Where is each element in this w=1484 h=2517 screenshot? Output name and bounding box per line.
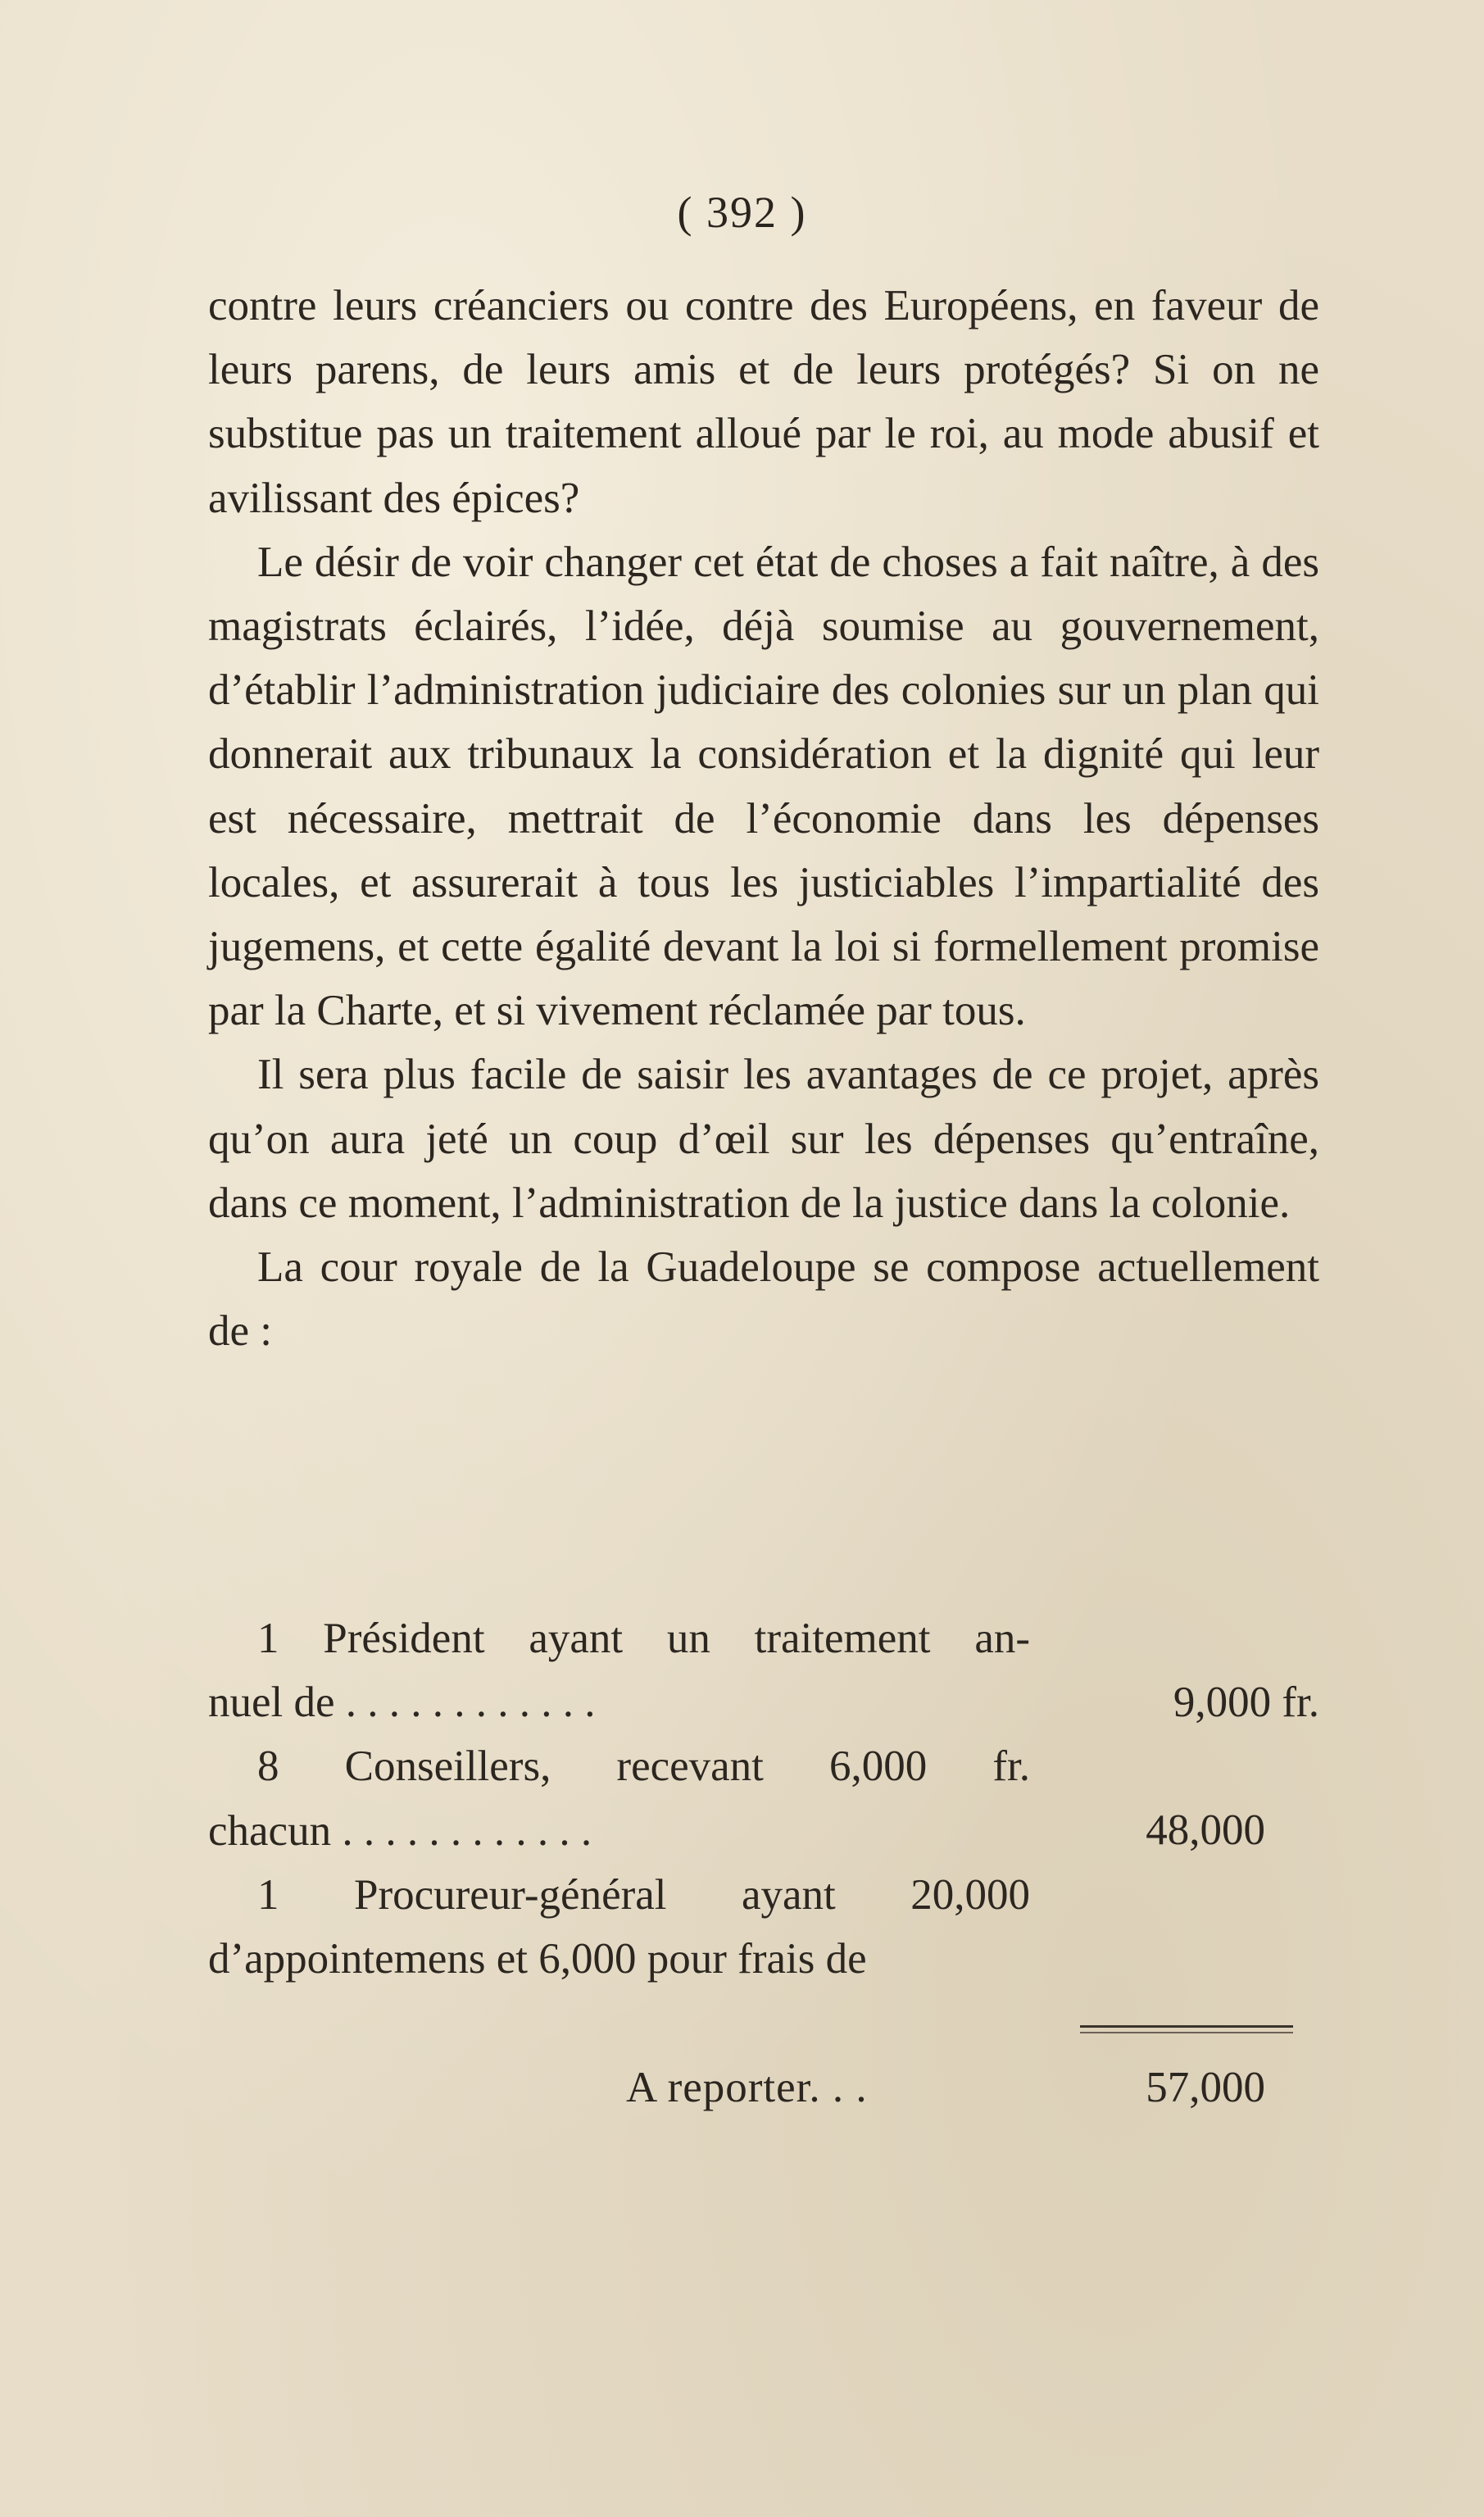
ledger-entry-line: 1 Président ayant un traitement an- bbox=[257, 1615, 1030, 1662]
carry-forward-amount: 57,000 bbox=[1146, 2064, 1265, 2111]
ledger-entry bbox=[208, 1863, 1319, 1991]
ledger-entry-description bbox=[208, 1606, 1030, 1734]
ledger-entry bbox=[208, 1606, 1319, 1734]
body-text bbox=[208, 274, 1319, 1363]
page-number: ( 392 ) bbox=[677, 188, 807, 237]
paragraph: La cour royale de la Guadeloupe se compose actuellement de : bbox=[208, 1243, 1319, 1356]
ledger-entry-line: 1 Procureur-général ayant 20,000 bbox=[257, 1870, 1030, 1919]
paragraph: Il sera plus facile de saisir les avantages de ce projet, après qu’on aura jeté un coup d’œil sur les dépenses qu’entraîne, dans ce moment, l’administration de la justice dans la colonie. bbox=[208, 1051, 1319, 1227]
paragraph: contre leurs créanciers ou contre des Européens, en faveur de leurs parens, de leurs amis et de leurs protégés? Si on ne substitue pas un traitement alloué par le roi, au mode abusif et avilissant des épices? bbox=[208, 282, 1319, 522]
carry-forward-label: A reporter. . . bbox=[626, 2064, 868, 2111]
ledger-entry-amount: 48,000 bbox=[1146, 1806, 1265, 1855]
ledger-entry-description bbox=[208, 1734, 1030, 1862]
ledger-entry-description bbox=[208, 1863, 1030, 1991]
expense-ledger bbox=[208, 1606, 1319, 1991]
ledger-entry bbox=[208, 1734, 1319, 1862]
carry-forward-line bbox=[208, 2056, 1319, 2121]
total-rule bbox=[1080, 2025, 1293, 2028]
ledger-entry-line: d’appointemens et 6,000 pour frais de bbox=[208, 1935, 867, 1983]
paragraph: Le désir de voir changer cet état de choses a fait naître, à des magistrats éclairés, l’idée, déjà soumise au gouvernement, d’établir l’administration judiciaire des colonies sur un plan qui donnerait aux tribunaux la considération et la dignité qui leur est nécessaire, mettrait de l’économie dans les dépenses locales, et assurerait à tous les justiciables l’impartialité des jugemens, et cette égalité devant la loi si formellement promise par la Charte, et si vivement réclamée par tous. bbox=[208, 538, 1319, 1035]
ledger-entry-line: 8 Conseillers, recevant 6,000 fr. bbox=[257, 1742, 1030, 1791]
ledger-entry-amount: 9,000 fr. bbox=[1173, 1679, 1319, 1726]
ledger-entry-line: nuel de . . . . . . . . . . . . bbox=[208, 1679, 596, 1727]
ledger-entry-line: chacun . . . . . . . . . . . . bbox=[208, 1806, 592, 1855]
